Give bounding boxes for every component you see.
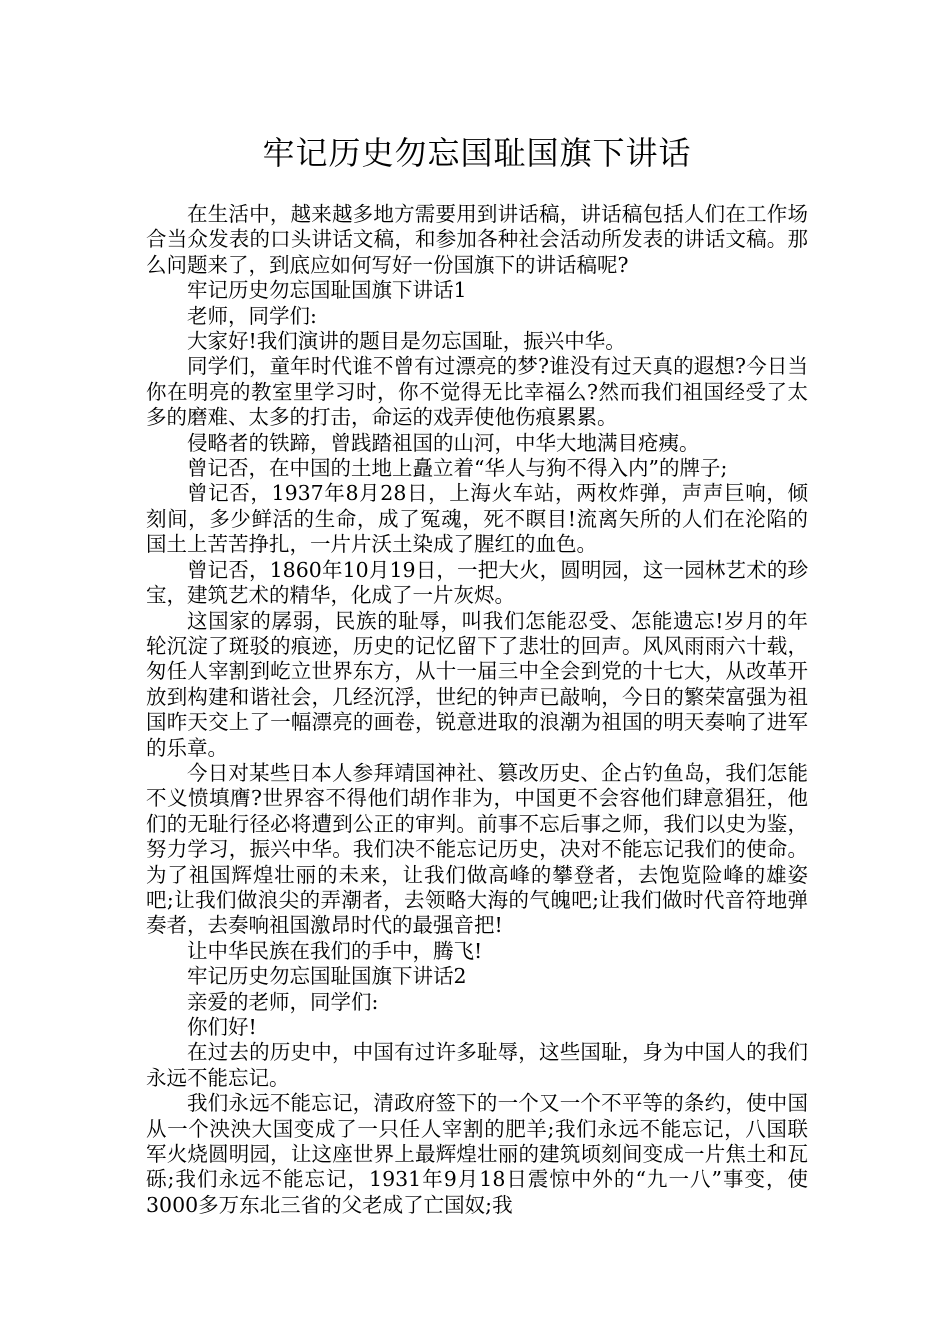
paragraph: 曾记否，1937年8月28日，上海火车站，两枚炸弹，声声巨响，倾刻间，多少鲜活的生命，成了冤魂，死不瞑目!流离矢所的人们在沦陷的国土上苦苦挣扎，一片片沃土染成了腥红的血色。 bbox=[146, 481, 808, 557]
document-body bbox=[146, 202, 808, 1218]
paragraph: 同学们，童年时代谁不曾有过漂亮的梦?谁没有过天真的遐想?今日当你在明亮的教室里学习时，你不觉得无比幸福么?然而我们祖国经受了太多的磨难、太多的打击，命运的戏弄使他伤痕累累。 bbox=[146, 354, 808, 430]
greeting: 你们好! bbox=[187, 1015, 257, 1039]
section-heading-2: 牢记历史勿忘国耻国旗下讲话2 bbox=[187, 964, 467, 989]
salutation: 老师，同学们: bbox=[187, 303, 317, 328]
paragraph: 让中华民族在我们的手中，腾飞! bbox=[187, 938, 483, 963]
paragraph: 我们永远不能忘记，清政府签下的一个又一个不平等的条约，使中国从一个泱泱大国变成了一只任人宰割的肥羊;我们永远不能忘记，八国联军火烧圆明园，让这座世界上最辉煌壮丽的建筑顷刻间变成一片焦土和瓦砾;我们永远不能忘记，1931年9月18日震惊中外的“九一八”事变，使3000多万东北三省的父老成了亡国奴;我 bbox=[146, 1091, 808, 1217]
salutation: 亲爱的老师，同学们: bbox=[187, 989, 379, 1014]
paragraph: 曾记否，在中国的土地上矗立着“华人与狗不得入内”的牌子; bbox=[187, 456, 728, 481]
paragraph-intro: 在生活中，越来越多地方需要用到讲话稿，讲话稿包括人们在工作场合当众发表的口头讲话文稿，和参加各种社会活动所发表的讲话文稿。那么问题来了，到底应如何写好一份国旗下的讲话稿呢? bbox=[146, 202, 808, 277]
paragraph: 今日对某些日本人参拜靖国神社、篡改历史、企占钓鱼岛，我们怎能不义愤填膺?世界容不得他们胡作非为，中国更不会容他们肆意猖狂，他们的无耻行径必将遭到公正的审判。前事不忘后事之师，我们以史为鉴，努力学习，振兴中华。我们决不能忘记历史，决对不能忘记我们的使命。为了祖国辉煌壮丽的未来，让我们做高峰的攀登者，去饱览险峰的雄姿吧;让我们做浪尖的弄潮者，去领略大海的气魄吧;让我们做时代音符地弹奏者，去奏响祖国激昂时代的最强音把! bbox=[146, 760, 808, 938]
paragraph: 在过去的历史中，中国有过许多耻辱，这些国耻，身为中国人的我们永远不能忘记。 bbox=[146, 1040, 808, 1090]
section-heading-1: 牢记历史勿忘国耻国旗下讲话1 bbox=[187, 278, 467, 303]
paragraph: 大家好!我们演讲的题目是勿忘国耻，振兴中华。 bbox=[187, 329, 626, 354]
paragraph: 侵略者的铁蹄，曾践踏祖国的山河，中华大地满目疮痍。 bbox=[187, 430, 700, 455]
paragraph: 这国家的孱弱，民族的耻辱，叫我们怎能忍受、怎能遗忘!岁月的年轮沉淀了斑驳的痕迹，历史的记忆留下了悲壮的回声。风风雨雨六十载，匆任人宰割到屹立世界东方，从十一届三中全会到党的十七大，从改革开放到构建和谐社会，几经沉浮，世纪的钟声已敲响，今日的繁荣富强为祖国昨天交上了一幅漂亮的画卷，锐意进取的浪潮为祖国的明天奏响了进军的乐章。 bbox=[146, 608, 808, 760]
document-title: 牢记历史勿忘国耻国旗下讲话 bbox=[262, 134, 692, 172]
paragraph: 曾记否，1860年10月19日，一把大火，圆明园，这一园林艺术的珍宝，建筑艺术的精华，化成了一片灰烬。 bbox=[146, 557, 808, 608]
